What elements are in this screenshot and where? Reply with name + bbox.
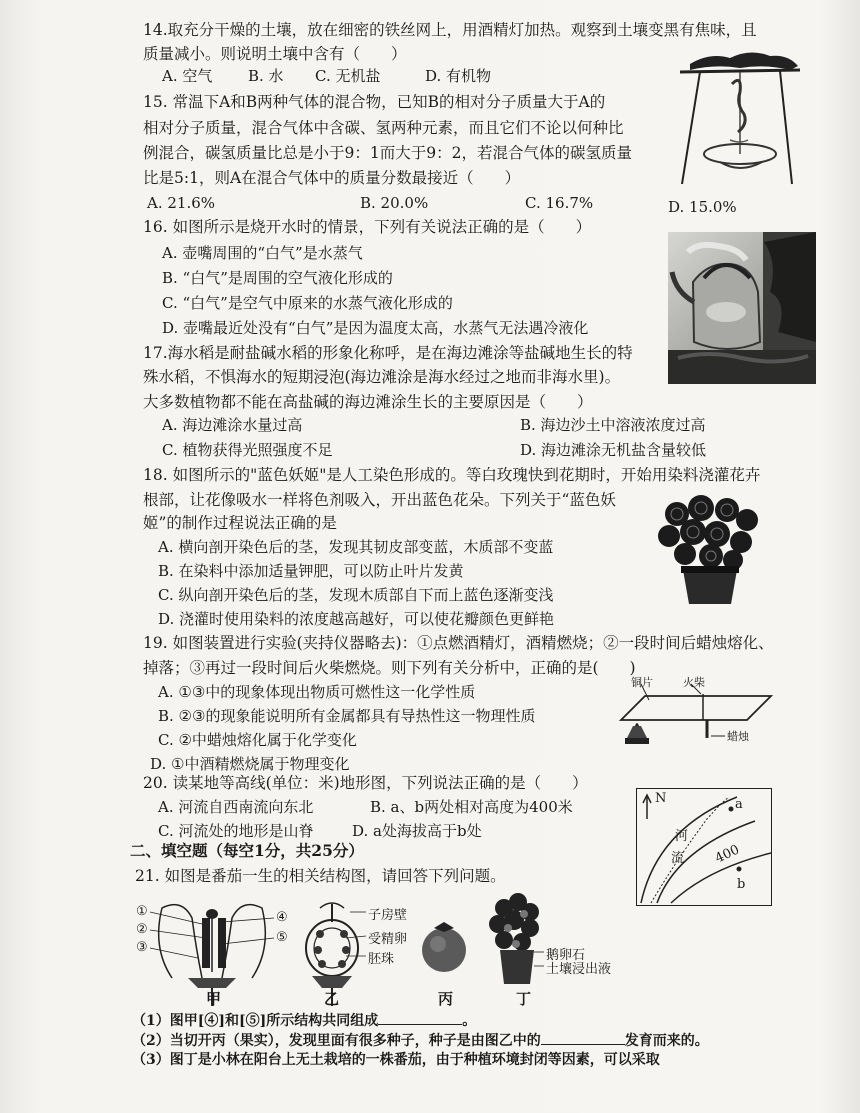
q17-option-c: C. 植物获得光照强度不足	[162, 441, 333, 459]
q21-sub2	[132, 1030, 709, 1051]
q20-option-d: D. a处海拔高于b处	[352, 822, 482, 840]
q15-option-d: D. 15.0%	[668, 198, 737, 216]
soil-extract-label: 土壤浸出液	[546, 962, 612, 977]
copper-plate-label: 铜片	[631, 676, 653, 689]
q17-option-a: A. 海边滩涂水量过高	[162, 416, 303, 434]
q18-option-a: A. 横向剖开染色后的茎，发现其韧皮部变蓝，木质部不变蓝	[158, 538, 554, 556]
q19-line1: 19. 如图装置进行实验(夹持仪器略去)：①点燃酒精灯，酒精燃烧；②一段时间后蜡烛熔化、	[143, 634, 774, 652]
q19-option-d: D. ①中酒精燃烧属于物理变化	[150, 755, 350, 773]
point-b-label: b	[737, 877, 746, 892]
q21-sub2-text: （2）当切开丙（果实），发现里面有很多种子，种子是由图乙中的	[132, 1033, 541, 1049]
q15-line4: 比是5:1，则A在混合气体中的质量分数最接近（ ）	[143, 169, 521, 187]
q20-line1: 20. 读某地等高线(单位：米)地形图，下列说法正确的是（ ）	[143, 774, 588, 792]
q16-option-a: A. 壶嘴周围的“白气”是水蒸气	[162, 244, 363, 262]
blue-rose-photo	[655, 494, 765, 606]
q19-option-c: C. ②中蜡烛熔化属于化学变化	[158, 731, 357, 749]
q14-option-d: D. 有机物	[425, 67, 492, 85]
contour-label: 400	[712, 842, 742, 867]
q18-line1: 18. 如图所示的"蓝色妖姬"是人工染色形成的。等白玫瑰快到花期时，开始用染料浇灌花卉	[143, 466, 761, 484]
q15-line3: 例混合，碳氢质量比总是小于9：1而大于9：2，若混合气体的碳氢质量	[143, 144, 632, 162]
caption-bing: 丙	[438, 990, 454, 1008]
q15-line1: 15. 常温下A和B两种气体的混合物，已知B的相对分子质量大于A的	[143, 93, 606, 111]
river-label-2: 流	[671, 851, 685, 866]
q17-line3: 大多数植物都不能在高盐碱的海边滩涂生长的主要原因是（ ）	[143, 393, 593, 411]
pebble-label: 鹅卵石	[546, 948, 586, 963]
q14-option-b: B. 水	[248, 67, 284, 85]
soil-heating-figure	[670, 44, 805, 194]
q17-line1: 17.海水稻是耐盐碱水稻的形象化称呼，是在海边滩涂等盐碱地生长的特	[143, 344, 633, 362]
q21-sub1-end: 。	[462, 1013, 477, 1029]
q15-option-c: C. 16.7%	[525, 194, 594, 212]
q20-option-b: B. a、b两处相对高度为400米	[370, 798, 573, 816]
section-heading: 二、填空题（每空1分，共25分）	[130, 841, 364, 860]
q21-sub1-blank[interactable]	[378, 1010, 462, 1025]
q18-line2: 根部，让花像吸水一样将色剂吸入，开出蓝色花朵。下列关于“蓝色妖	[143, 491, 616, 509]
kettle-photo	[668, 232, 816, 384]
q19-option-a: A. ①③中的现象体现出物质可燃性这一化学性质	[158, 683, 476, 701]
caption-ding: 丁	[516, 990, 532, 1008]
q18-option-b: B. 在染料中添加适量钾肥，可以防止叶片发黄	[158, 562, 464, 580]
caption-jia: 甲	[206, 990, 222, 1008]
q18-option-c: C. 纵向剖开染色后的茎，发现木质部自下而上蓝色逐渐变浅	[158, 586, 554, 604]
candle-label: 蜡烛	[727, 730, 749, 743]
point-a-label: a	[735, 797, 743, 812]
river-label-1: 河	[675, 829, 689, 844]
q21-sub2-blank[interactable]	[541, 1030, 625, 1045]
q19-line2: 掉落；③再过一段时间后火柴燃烧。则下列有关分析中，正确的是( )	[143, 659, 636, 677]
q14-option-a: A. 空气	[162, 67, 213, 85]
q18-line3: 姬”的制作过程说法正确的是	[143, 514, 337, 532]
q15-option-a: A. 21.6%	[147, 194, 216, 212]
q20-option-a: A. 河流自西南流向东北	[158, 798, 314, 816]
contour-map	[636, 788, 772, 906]
q17-line2: 殊水稻，不惧海水的短期浸泡(海边滩涂是海水经过之地而非海水里)。	[143, 368, 621, 386]
q21-sub3: （3）图丁是小林在阳台上无土栽培的一株番茄，由于种植环境封闭等因素，可以采取	[132, 1052, 660, 1068]
q16-option-b: B. “白气”是周围的空气液化形成的	[162, 269, 393, 287]
q16-line1: 16. 如图所示是烧开水时的情景，下列有关说法正确的是（ ）	[143, 218, 592, 236]
fertilized-egg-label: 受精卵	[368, 932, 408, 947]
q18-option-d: D. 浇灌时使用染料的浓度越高越好，可以使花瓣颜色更鲜艳	[158, 610, 555, 628]
q16-option-c: C. “白气”是空气中原来的水蒸气液化形成的	[162, 294, 453, 312]
flower-part-3: ③	[136, 940, 148, 955]
match-label: 火柴	[683, 676, 705, 689]
q15-option-b: B. 20.0%	[360, 194, 429, 212]
copper-plate-apparatus	[615, 676, 775, 760]
q16-option-d: D. 壶嘴最近处没有“白气”是因为温度太高，水蒸气无法遇冷液化	[162, 319, 589, 337]
q21-sub1	[132, 1010, 476, 1031]
north-label: N	[655, 791, 667, 806]
q17-option-d: D. 海边滩涂无机盐含量较低	[520, 441, 707, 459]
q14-option-c: C. 无机盐	[315, 67, 381, 85]
flower-part-4: ④	[276, 910, 288, 925]
flower-part-1: ①	[136, 904, 148, 919]
q14-line1: 14.取充分干燥的土壤，放在细密的铁丝网上，用酒精灯加热。观察到土壤变黑有焦味，且	[143, 21, 757, 39]
q21-sub1-text: （1）图甲[④]和[⑤]所示结构共同组成	[132, 1013, 379, 1029]
q17-option-b: B. 海边沙土中溶液浓度过高	[520, 416, 706, 434]
ovary-wall-label: 子房壁	[368, 908, 408, 923]
flower-part-5: ⑤	[276, 930, 288, 945]
q21-line1: 21. 如图是番茄一生的相关结构图，请回答下列问题。	[135, 867, 506, 885]
q21-sub2-end: 发育而来的。	[624, 1033, 709, 1049]
q20-option-c: C. 河流处的地形是山脊	[158, 822, 314, 840]
q19-option-b: B. ②③的现象能说明所有金属都具有导热性这一物理性质	[158, 707, 536, 725]
flower-part-2: ②	[136, 922, 148, 937]
tomato-structure-figure	[132, 888, 622, 1010]
q14-line2: 质量减小。则说明土壤中含有（ ）	[143, 45, 407, 63]
ovule-label: 胚珠	[368, 952, 395, 967]
caption-yi: 乙	[324, 990, 340, 1008]
q15-line2: 相对分子质量，混合气体中含碳、氢两种元素，而且它们不论以何种比	[143, 119, 624, 137]
